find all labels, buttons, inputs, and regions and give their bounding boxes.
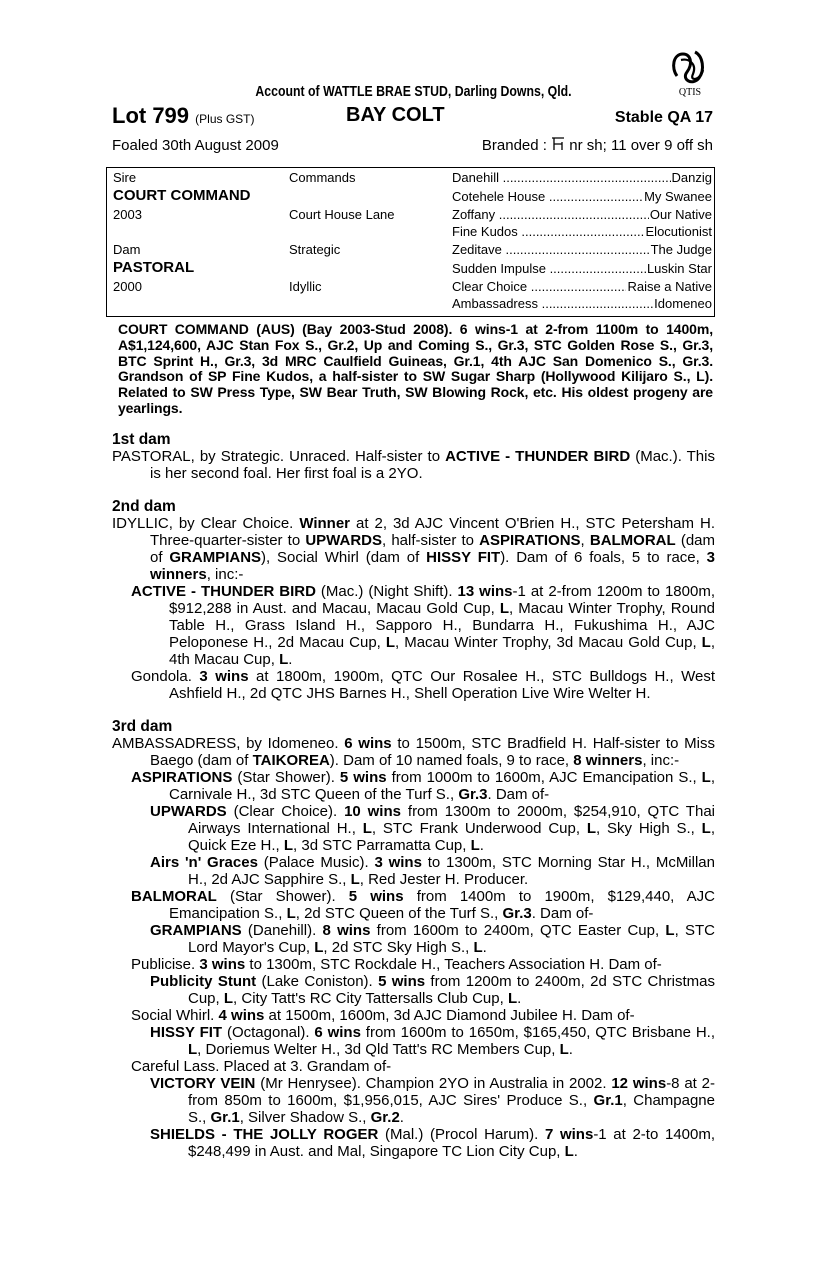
sire-year: 2003 bbox=[113, 207, 142, 222]
third-dam-text: AMBASSADRESS, by Idomeneo. 6 wins to 1500m, STC Bradfield H. Half-sister to Miss Baego (dam of TAIKOREA). Dam of 10 named foals, 9 to race, 8 winners, inc:- bbox=[112, 735, 715, 769]
progeny-entry: Publicise. 3 wins to 1300m, STC Rockdale H., Teachers Association H. Dam of- bbox=[131, 956, 662, 973]
brand-info bbox=[482, 137, 713, 154]
gen3-row: Sudden Impulse ..... Luskin Star bbox=[452, 261, 712, 276]
progeny-entry: Publicity Stunt (Lake Coniston). 5 wins from 1200m to 2400m, 2d STC Christmas Cup, L, City Tatt's RC City Tattersalls Club Cup, L. bbox=[150, 973, 715, 1007]
progeny-entry: BALMORAL (Star Shower). 5 wins from 1400m to 1900m, $129,440, AJC Emancipation S., L, 2d STC Queen of the Turf S., Gr.3. Dam of- bbox=[131, 888, 715, 922]
progeny-entry: ACTIVE - THUNDER BIRD (Mac.) (Night Shift). 13 wins-1 at 2-from 1200m to 1800m, $912,288 in Aust. and Macau, Macau Gold Cup, L, Macau Winter Trophy, Round Table H., Grass Island H., Sapporo H., Bundarra H., Fukushima H., AJC Peloponese H., 2d Macau Cup, L, Macau Winter Trophy, 3d Macau Gold Cup, L, 4th Macau Cup, L. bbox=[131, 583, 715, 668]
dam-name: PASTORAL bbox=[113, 259, 195, 276]
foaled-date: Foaled 30th August 2009 bbox=[112, 137, 279, 154]
progeny-entry: VICTORY VEIN (Mr Henrysee). Champion 2YO in Australia in 2002. 12 wins-8 at 2-from 850m to 1600m, $1,956,015, AJC Sires' Produce S., Gr.1, Champagne S., Gr.1, Silver Shadow S., Gr.2. bbox=[150, 1075, 715, 1126]
sire-label: Sire bbox=[113, 170, 137, 185]
qtis-logo bbox=[667, 46, 713, 103]
third-dam-section bbox=[112, 718, 715, 1160]
progeny-entry: Social Whirl. 4 wins at 1500m, 1600m, 3d AJC Diamond Jubilee H. Dam of- bbox=[131, 1007, 635, 1024]
third-dam-heading: 3rd dam bbox=[112, 718, 173, 735]
progeny-entry: Airs 'n' Graces (Palace Music). 3 wins to 1300m, STC Morning Star H., McMillan H., 2d AJC Sapphire S., L, Red Jester H. Producer. bbox=[150, 854, 715, 888]
dam-sire: Strategic bbox=[289, 242, 341, 257]
gen3-row: Cotehele House ..... My Swanee bbox=[452, 189, 712, 204]
sire-dam: Court House Lane bbox=[289, 207, 395, 222]
brand-prefix: Branded : bbox=[481, 137, 547, 154]
horse-sex: BAY COLT bbox=[346, 104, 445, 126]
second-dam-text: IDYLLIC, by Clear Choice. Winner at 2, 3d AJC Vincent O'Brien H., STC Petersham H. Three-quarter-sister to UPWARDS, half-sister to ASPIRATIONS, BALMORAL (dam of GRAMPIANS), Social Whirl (dam of HISSY FIT). Dam of 6 foals, 5 to race, 3 winners, inc:- bbox=[112, 515, 716, 583]
progeny-entry: ASPIRATIONS (Star Shower). 5 wins from 1000m to 1600m, AJC Emancipation S., L, Carnivale H., 3d STC Queen of the Turf S., Gr.3. Dam of- bbox=[131, 769, 716, 803]
dam-dam: Idyllic bbox=[289, 279, 322, 294]
dam-label: Dam bbox=[113, 242, 141, 257]
gen3-row: Zoffany ..... Our Native bbox=[452, 207, 712, 222]
qtis-logo-icon bbox=[667, 46, 713, 98]
progeny-entry: SHIELDS - THE JOLLY ROGER (Mal.) (Procol Harum). 7 wins-1 at 2-to 1400m, $248,499 in Aust. and Mal, Singapore TC Lion City Cup, L. bbox=[150, 1126, 716, 1160]
gen3-row: Ambassadress ..... Idomeneo bbox=[452, 296, 712, 311]
lot-gst: (Plus GST) bbox=[195, 112, 255, 126]
progeny-entry: GRAMPIANS (Danehill). 8 wins from 1600m to 2400m, QTC Easter Cup, L, STC Lord Mayor's Cup, L, 2d STC Sky High S., L. bbox=[150, 922, 715, 956]
first-dam-text: PASTORAL, by Strategic. Unraced. Half-sister to ACTIVE - THUNDER BIRD (Mac.). This is her second foal. Her first foal is a 2YO. bbox=[112, 448, 715, 482]
gen3-row: Clear Choice ..... Raise a Native bbox=[452, 279, 712, 294]
stable-number: Stable QA 17 bbox=[614, 109, 713, 126]
vendor-line: Account of WATTLE BRAE STUD, Darling Downs, Qld. bbox=[255, 83, 572, 100]
lot-label: Lot 799 bbox=[112, 103, 190, 128]
progeny-entry: Gondola. 3 wins at 1800m, 1900m, QTC Our Rosalee H., STC Bulldogs H., West Ashfield H., 2d QTC JHS Barnes H., Shell Operation Live Wire Welter H. bbox=[131, 668, 716, 702]
lot-number bbox=[112, 103, 255, 129]
first-dam-section bbox=[112, 431, 715, 482]
brand-suffix: nr sh; 11 over 9 off sh bbox=[569, 137, 713, 154]
second-dam-section bbox=[112, 498, 715, 702]
first-dam-heading: 1st dam bbox=[112, 431, 171, 448]
gen3-row: Zeditave ..... The Judge bbox=[452, 242, 712, 257]
brand-mark-icon bbox=[551, 137, 565, 151]
pedigree-table bbox=[106, 167, 715, 317]
second-dam-heading: 2nd dam bbox=[112, 498, 176, 515]
gen3-row: Fine Kudos ..... Elocutionist bbox=[452, 224, 712, 239]
svg-text:QTIS: QTIS bbox=[678, 87, 702, 98]
sire-sire: Commands bbox=[289, 170, 356, 185]
dam-year: 2000 bbox=[113, 279, 142, 294]
sire-name: COURT COMMAND bbox=[113, 187, 251, 204]
progeny-entry: Careful Lass. Placed at 3. Grandam of- bbox=[131, 1058, 392, 1075]
gen3-row: Danehill ..... Danzig bbox=[452, 170, 712, 185]
progeny-entry: HISSY FIT (Octagonal). 6 wins from 1600m to 1650m, $165,450, QTC Brisbane H., L, Doriemus Welter H., 3d Qld Tatt's RC Members Cup, L. bbox=[150, 1024, 715, 1058]
sire-summary: COURT COMMAND (AUS) (Bay 2003-Stud 2008). 6 wins-1 at 2-from 1100m to 1400m, A$1,124,600, AJC Stan Fox S., Gr.2, Up and Coming S., Gr.3, STC Golden Rose S., Gr.3, BTC Sprint H., Gr.3, 3d MRC Caulfield Guineas, Gr.1, 4th AJC San Domenico S., Gr.3. Grandson of SP Fine Kudos, a half-sister to SW Sugar Sharp (Hollywood Kilijaro S., L). Related to SW Press Type, SW Bear Truth, SW Blowing Rock, etc. His oldest progeny are yearlings. bbox=[118, 321, 713, 416]
progeny-entry: UPWARDS (Clear Choice). 10 wins from 1300m to 2000m, $254,910, QTC Thai Airways International H., L, STC Frank Underwood Cup, L, Sky High S., L, Quick Eze H., L, 3d STC Parramatta Cup, L. bbox=[150, 803, 715, 854]
